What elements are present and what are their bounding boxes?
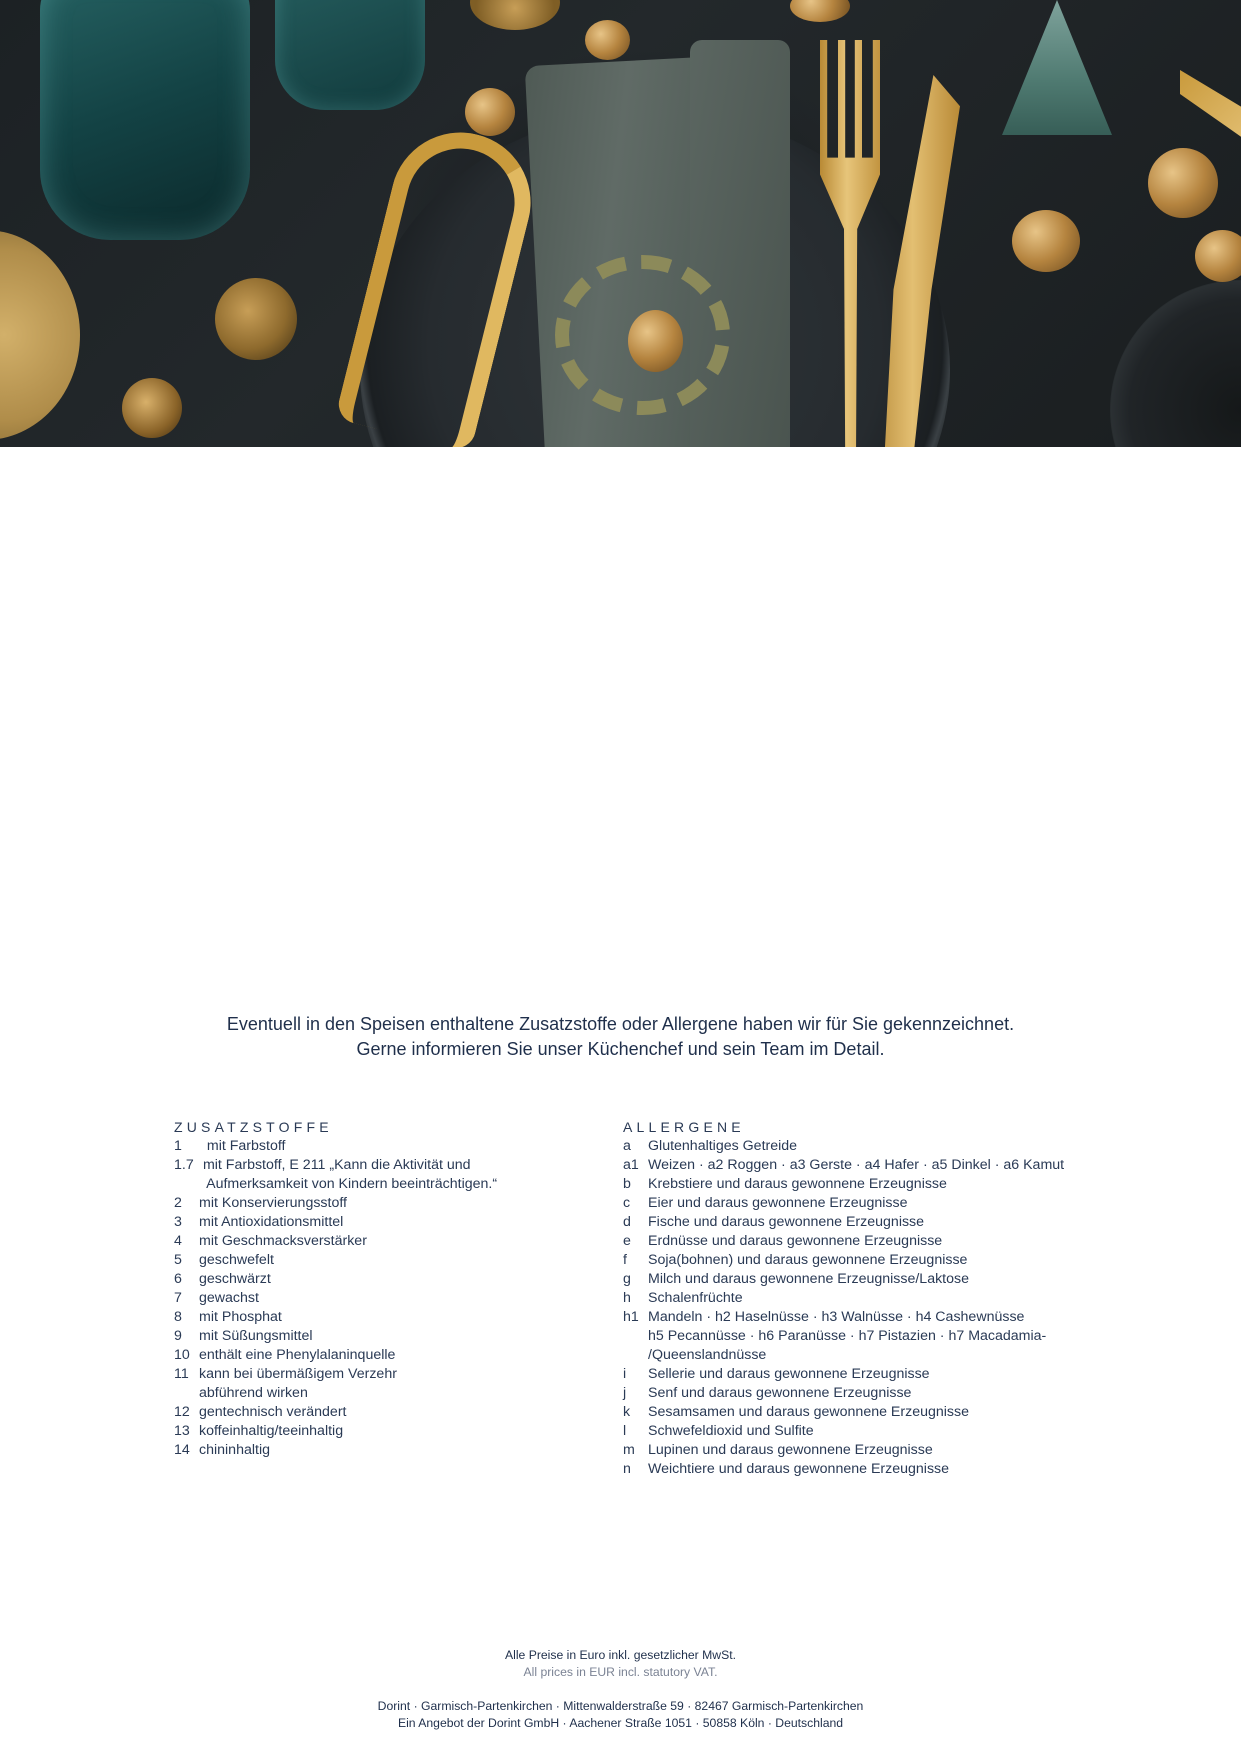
allergen-item-text: Schwefeldioxid und Sulfite (648, 1423, 814, 1439)
additive-item (174, 1403, 594, 1422)
zusatzstoffe-heading: ZUSATZSTOFFE (174, 1119, 333, 1135)
additive-item-text: mit Süßungsmittel (199, 1328, 313, 1344)
allergen-item-code: b (623, 1176, 631, 1192)
intro-line-2: Gerne informieren Sie unser Küchenchef und sein Team im Detail. (356, 1039, 885, 1059)
allergen-item (623, 1441, 1103, 1460)
additive-item (174, 1175, 594, 1194)
allergen-item-code: m (623, 1442, 635, 1458)
gold-plate (0, 230, 80, 440)
additive-item-code: 5 (174, 1252, 182, 1268)
allergen-item-code: d (623, 1214, 631, 1230)
gold-walnut (1148, 148, 1218, 218)
allergen-item-text: Senf und daraus gewonnene Erzeugnisse (648, 1385, 912, 1401)
additive-item (174, 1384, 594, 1403)
additive-item (174, 1441, 594, 1460)
additive-item-code: 8 (174, 1309, 182, 1325)
gold-walnut (1012, 210, 1080, 272)
allergen-item-code: a (623, 1138, 631, 1154)
additive-item (174, 1270, 594, 1289)
additive-item-text: kann bei übermäßigem Verzehr (199, 1366, 397, 1382)
green-glass (40, 0, 250, 240)
additive-item (174, 1156, 594, 1175)
additive-item-text: geschwärzt (199, 1271, 271, 1287)
allergen-item-text: Mandeln · h2 Haselnüsse · h3 Walnüsse · h4 Cashewnüsse (648, 1309, 1025, 1325)
additive-item (174, 1232, 594, 1251)
additive-item-code: 1.7 (174, 1157, 194, 1173)
allergen-item-code: h1 (623, 1309, 639, 1325)
mini-christmas-tree (1002, 0, 1112, 135)
additive-item-code: 14 (174, 1442, 190, 1458)
additive-item-text: gentechnisch verändert (199, 1404, 347, 1420)
jingle-bell-top (470, 0, 560, 30)
allergen-item-code: j (623, 1385, 627, 1401)
gold-walnut (585, 20, 630, 60)
additive-item-text: koffeinhaltig/teeinhaltig (199, 1423, 344, 1439)
allergen-item (623, 1289, 1103, 1308)
gold-walnut (628, 310, 683, 372)
additive-item-text: mit Geschmacksverstärker (199, 1233, 367, 1249)
additive-item (174, 1213, 594, 1232)
allergen-item-code: a1 (623, 1157, 639, 1173)
allergen-item-code: n (623, 1461, 631, 1477)
allergen-item-code: k (623, 1404, 631, 1420)
allergen-item-text: Weizen · a2 Roggen · a3 Gerste · a4 Hafer · a5 Dinkel · a6 Kamut (648, 1157, 1065, 1173)
allergen-item-code (623, 1327, 648, 1346)
jingle-bell-small (122, 378, 182, 438)
green-glass-small (275, 0, 425, 110)
additive-item-code: 13 (174, 1423, 190, 1439)
plate-right (1110, 280, 1241, 447)
allergen-item (623, 1346, 1103, 1365)
price-note-de: Alle Preise in Euro inkl. gesetzlicher MwSt. (505, 1648, 736, 1662)
allergen-item-code (623, 1346, 648, 1365)
additive-item-text: mit Konservierungsstoff (199, 1195, 347, 1211)
allergen-item-text: Schalenfrüchte (648, 1290, 743, 1306)
additive-item (174, 1194, 594, 1213)
allergen-item (623, 1460, 1103, 1479)
additive-item-code: 11 (174, 1366, 189, 1382)
allergen-item (623, 1213, 1103, 1232)
allergen-item-text: Fische und daraus gewonnene Erzeugnisse (648, 1214, 925, 1230)
zusatzstoffe-list (174, 1118, 594, 1460)
additive-item (174, 1289, 594, 1308)
allergen-item-code: g (623, 1271, 631, 1287)
additive-item-code: 4 (174, 1233, 182, 1249)
allergen-item (623, 1403, 1103, 1422)
additive-item (174, 1327, 594, 1346)
allergen-item-code: h (623, 1290, 631, 1306)
allergen-item (623, 1270, 1103, 1289)
additive-item-text: abführend wirken (199, 1385, 308, 1401)
additive-item-code: 10 (174, 1347, 190, 1363)
additive-item-code: 2 (174, 1195, 182, 1211)
allergen-item-text: Milch und daraus gewonnene Erzeugnisse/Laktose (648, 1271, 969, 1287)
additive-item-code (174, 1175, 199, 1194)
additive-item-code: 6 (174, 1271, 182, 1287)
allergen-item-code: e (623, 1233, 631, 1249)
allergene-list (623, 1118, 1103, 1479)
allergen-item-text: Glutenhaltiges Getreide (648, 1138, 798, 1154)
allergen-item-text: h5 Pecannüsse · h6 Paranüsse · h7 Pistazien · h7 Macadamia- (648, 1328, 1047, 1344)
hotel-address: Dorint · Garmisch-Partenkirchen · Mittenwalderstraße 59 · 82467 Garmisch-Partenkirchen (377, 1699, 864, 1713)
allergen-item-text: Sellerie und daraus gewonnene Erzeugnisse (648, 1366, 930, 1382)
company-address: Ein Angebot der Dorint GmbH · Aachener Straße 1051 · 50858 Köln · Deutschland (397, 1716, 844, 1730)
additive-item-code: 3 (174, 1214, 182, 1230)
allergen-item (623, 1175, 1103, 1194)
price-note-en: All prices in EUR incl. statutory VAT. (523, 1665, 718, 1679)
allergen-item (623, 1194, 1103, 1213)
allergen-item (623, 1365, 1103, 1384)
additive-item-text: mit Farbstoff (199, 1138, 286, 1154)
intro-line-1: Eventuell in den Speisen enthaltene Zusatzstoffe oder Allergene haben wir für Sie gekennzeichnet. (226, 1014, 1015, 1034)
additive-item-code: 1 (174, 1138, 182, 1154)
additive-item (174, 1308, 594, 1327)
allergen-item-code: i (623, 1366, 627, 1382)
gold-cutlery-edge (1180, 70, 1241, 150)
intro-text (0, 1012, 1241, 1062)
additive-item-code (174, 1384, 199, 1403)
additive-item-code: 12 (174, 1404, 190, 1420)
jingle-bell (215, 278, 297, 360)
allergen-item-code: f (623, 1252, 627, 1268)
additive-item-text: mit Farbstoff, E 211 „Kann die Aktivität und (199, 1157, 471, 1173)
allergen-item (623, 1308, 1103, 1327)
additive-item-text: Aufmerksamkeit von Kindern beeinträchtigen.“ (199, 1176, 498, 1192)
gold-walnut (465, 88, 515, 136)
allergen-item-code: c (623, 1195, 631, 1211)
allergen-item-text: Soja(bohnen) und daraus gewonnene Erzeugnisse (648, 1252, 968, 1268)
gold-walnut (1195, 230, 1241, 282)
allergen-item-text: Eier und daraus gewonnene Erzeugnisse (648, 1195, 908, 1211)
additive-item (174, 1346, 594, 1365)
additive-item (174, 1422, 594, 1441)
additive-item-code: 7 (174, 1290, 182, 1306)
allergen-item-text: Lupinen und daraus gewonnene Erzeugnisse (648, 1442, 933, 1458)
hero-photo (0, 0, 1241, 447)
additive-item-code: 9 (174, 1328, 182, 1344)
allergen-item (623, 1422, 1103, 1441)
allergen-item-text: Sesamsamen und daraus gewonnene Erzeugnisse (648, 1404, 969, 1420)
allergen-item (623, 1156, 1103, 1175)
additive-item-text: gewachst (199, 1290, 259, 1306)
additive-item-text: mit Antioxidationsmittel (199, 1214, 344, 1230)
allergen-item-text: Weichtiere und daraus gewonnene Erzeugnisse (648, 1461, 950, 1477)
allergen-item-code: l (623, 1423, 627, 1439)
allergen-item-text: Krebstiere und daraus gewonnene Erzeugnisse (648, 1176, 947, 1192)
allergen-item (623, 1137, 1103, 1156)
allergen-item (623, 1327, 1103, 1346)
additive-item-text: chininhaltig (199, 1442, 270, 1458)
allergen-item (623, 1232, 1103, 1251)
additive-item-text: enthält eine Phenylalaninquelle (199, 1347, 396, 1363)
allergen-item (623, 1251, 1103, 1270)
allergene-heading: ALLERGENE (623, 1119, 745, 1135)
additive-item-text: mit Phosphat (199, 1309, 282, 1325)
gold-walnut (790, 0, 850, 22)
additive-item (174, 1365, 594, 1384)
allergen-item-text: /Queenslandnüsse (648, 1347, 767, 1363)
additive-item-text: geschwefelt (199, 1252, 274, 1268)
allergen-item (623, 1384, 1103, 1403)
additive-item (174, 1251, 594, 1270)
additive-item (174, 1137, 594, 1156)
allergen-item-text: Erdnüsse und daraus gewonnene Erzeugnisse (648, 1233, 943, 1249)
